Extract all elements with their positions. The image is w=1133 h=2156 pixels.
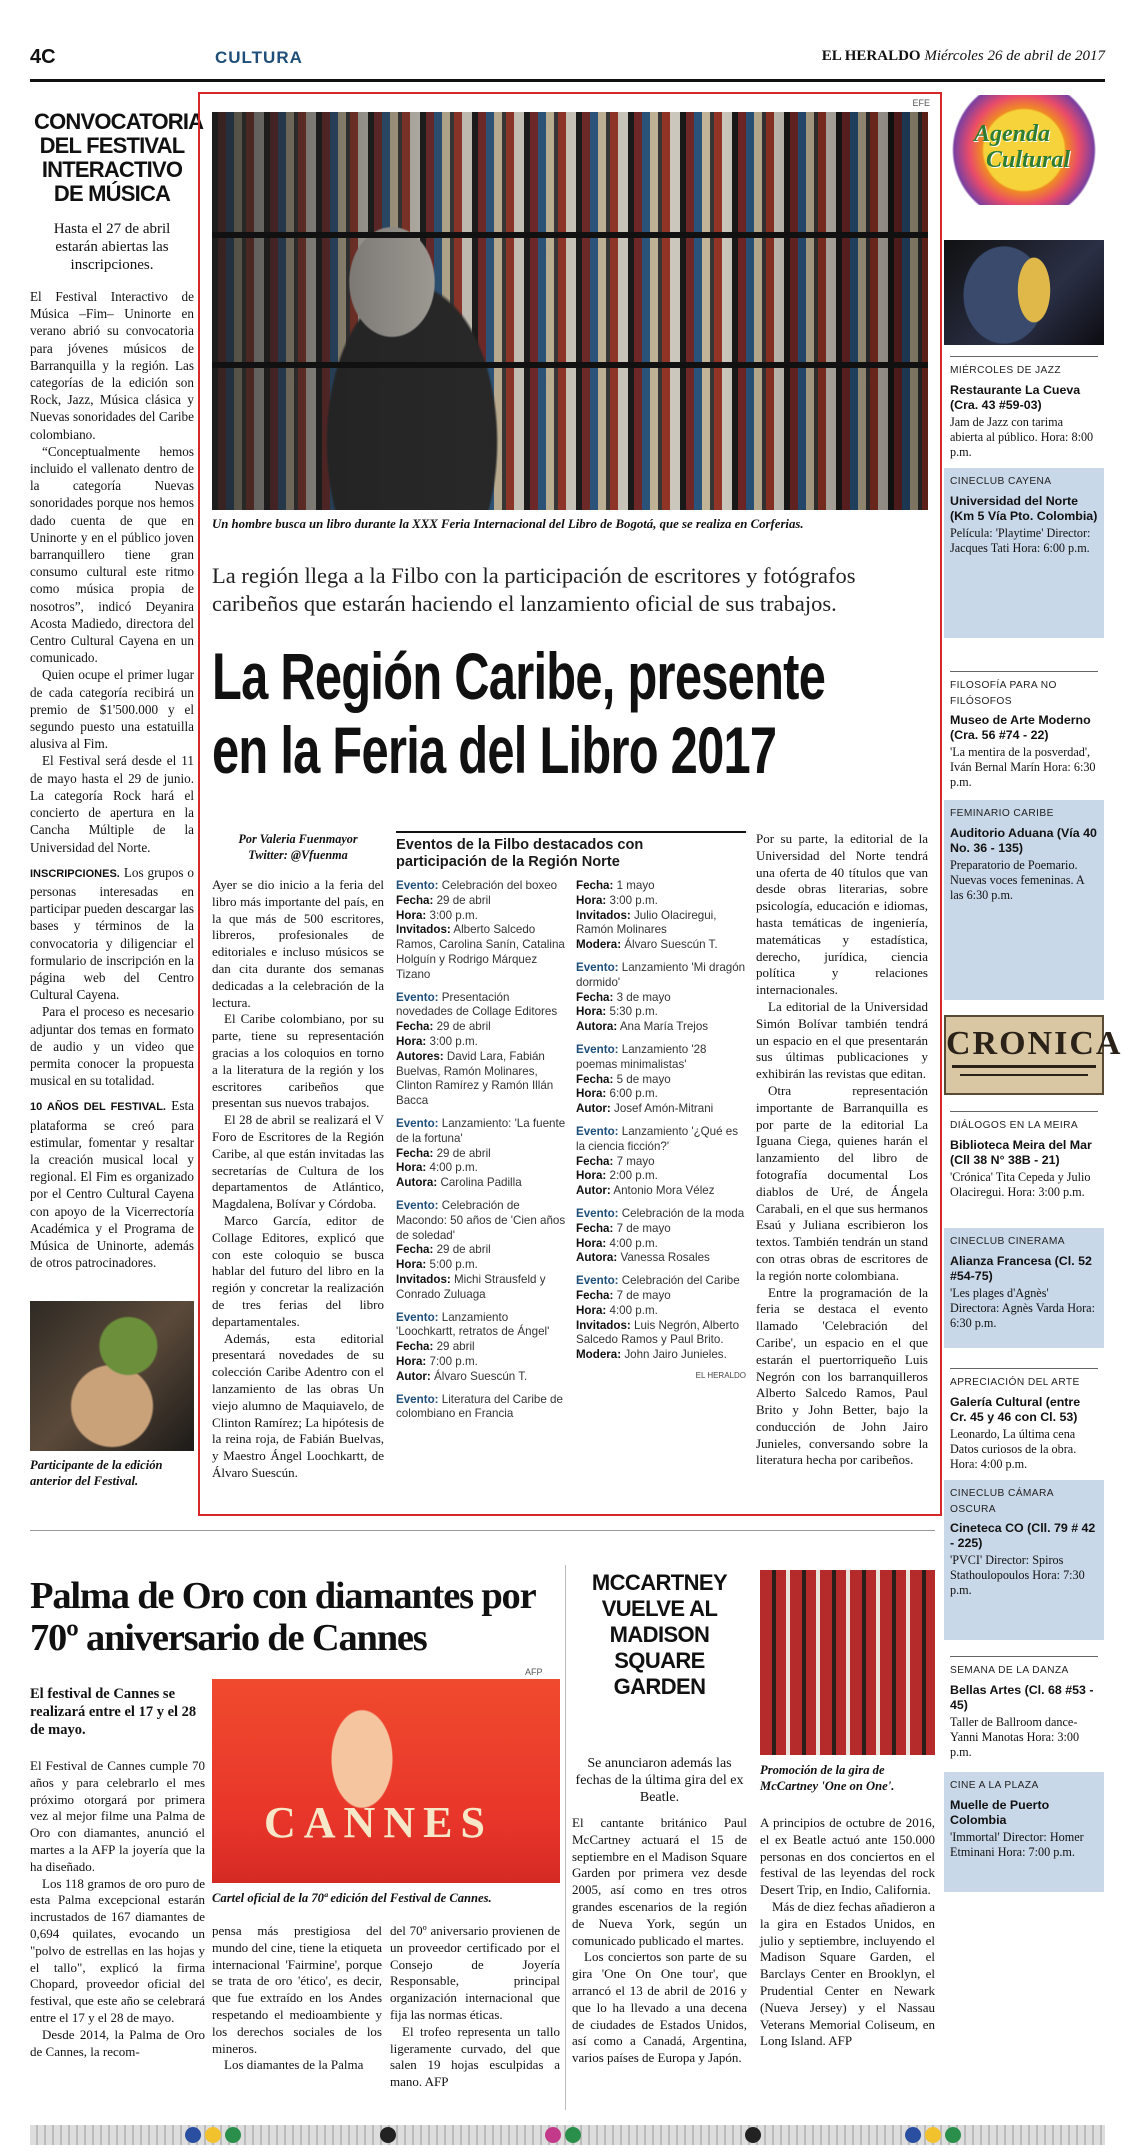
event-title: Presentación novedades de Collage Editores xyxy=(396,990,558,1019)
byline-author: Por Valeria Fuenmayor xyxy=(238,832,358,846)
cannes-caption: Cartel oficial de la 70ª edición del Festival de Cannes. xyxy=(212,1891,492,1905)
color-dot xyxy=(925,2127,941,2143)
agenda-category: CINECLUB CAYENA xyxy=(950,476,1052,487)
fim-headline: CONVOCATORIA DEL FESTIVAL INTERACTIVO DE MÚSICA xyxy=(34,109,204,206)
cannes-paragraph: pensa más prestigiosa del mundo del cine, tiene la etiqueta internacional 'Fairmine', porque se trata de oro 'ético', es decir, que fue extraído en los Andes respetando el medioambiente y los derechos sociales de los mineros. xyxy=(212,1923,382,2056)
event-item xyxy=(576,1274,746,1363)
event-people-label: Autora: xyxy=(576,1020,618,1034)
event-item xyxy=(396,1311,566,1385)
event-time: 7:00 p.m. xyxy=(429,1354,478,1368)
event-people-label: Invitados: xyxy=(576,1318,631,1332)
event-people-label: Invitados: xyxy=(396,1272,451,1286)
event-date-label: Fecha: xyxy=(576,1154,617,1168)
color-dot xyxy=(185,2127,201,2143)
event-time-label: Hora: xyxy=(396,908,430,922)
event-item xyxy=(396,879,566,983)
fim-paragraph: El Festival será desde el 11 de mayo hasta el 29 de junio. La categoría Rock hará el concierto de apertura en la Cancha Múltiple de la Universidad del Norte. xyxy=(30,753,194,855)
color-dot xyxy=(945,2127,961,2143)
event-people-label: Autor: xyxy=(576,1102,611,1116)
feature-paragraph: El Caribe colombiano, por su parte, tiene su representación gracias a los coloquios en torno a la literatura de la región y los escritores caribeños que presentan sus nuevos trabajos. xyxy=(212,1011,384,1111)
masthead xyxy=(30,40,1105,82)
fim-anios-label: 10 AÑOS DEL FESTIVAL. xyxy=(30,1101,166,1114)
event-title-label: Evento: xyxy=(576,1124,622,1138)
event-date: 29 de abril xyxy=(436,1020,491,1034)
fim-deck: Hasta el 27 de abril estarán abiertas las inscripciones. xyxy=(53,221,171,273)
cannes-poster xyxy=(212,1679,560,1883)
event-item xyxy=(576,1043,746,1117)
cronica-image xyxy=(944,1015,1123,1095)
event-continuation xyxy=(576,879,746,894)
mccartney-caption: Promoción de la gira de McCartney 'One on One'. xyxy=(760,1763,895,1793)
event-item xyxy=(576,879,746,953)
event-item xyxy=(576,1125,746,1199)
feature-headline xyxy=(212,639,826,787)
agenda-details: Jam de Jazz con tarima abierta al público. Hora: 8:00 p.m. xyxy=(950,414,1094,459)
event-date: 7 de mayo xyxy=(616,1221,671,1235)
mccartney-col2 xyxy=(760,1815,935,2050)
cannes-col2 xyxy=(212,1923,382,2074)
agenda-item xyxy=(944,1105,1104,1220)
event-title: Lanzamiento: 'La fuente de la fortuna' xyxy=(396,1116,566,1145)
event-title-label: Evento: xyxy=(576,1274,622,1288)
event-title-label: Evento: xyxy=(576,960,622,974)
event-date-label: Fecha: xyxy=(396,1020,437,1034)
event-date-label: Fecha: xyxy=(576,879,617,892)
agenda-item xyxy=(944,1228,1104,1348)
color-dot xyxy=(545,2127,561,2143)
event-title: Celebración del boxeo xyxy=(441,879,558,892)
agenda-item xyxy=(944,350,1104,462)
events-title: Eventos de la Filbo destacados con participación de la Región Norte xyxy=(396,837,644,870)
event-time-label: Hora: xyxy=(576,1087,610,1101)
fim-body xyxy=(30,288,194,1271)
events-source: EL HERALDO xyxy=(695,1370,746,1380)
agenda-venue: Cineteca CO (Cll. 79 # 42 - 225) xyxy=(950,1521,1096,1550)
saxophone-photo xyxy=(944,240,1104,345)
photo-caption: Un hombre busca un libro durante la XXX Feria Internacional del Libro de Bogotá, que se realiza en Corferias. xyxy=(212,517,804,531)
color-dot xyxy=(905,2127,921,2143)
agenda-details: Taller de Ballroom dance- Yanni Manotas Hora: 3:00 p.m. xyxy=(950,1714,1080,1759)
event-title: Lanzamiento '¿Qué es la ciencia ficción?' xyxy=(576,1124,739,1153)
cannes-photo-credit: AFP xyxy=(525,1667,543,1677)
agenda-title-1: Agenda xyxy=(974,121,1051,147)
agenda-venue: Alianza Francesa (Cl. 52 #54-75) xyxy=(950,1253,1092,1283)
event-item xyxy=(396,991,566,1109)
event-time-label: Hora: xyxy=(576,1236,610,1250)
fim-photo xyxy=(30,1301,194,1451)
feature-col3 xyxy=(756,831,928,1469)
mccartney-paragraph: Los conciertos son parte de su gira 'One On One tour', que arrancó el 13 de abril de 2016 y que lo ha llevado a una decena de ciudades de Estados Unidos, así como a Canadá, Argentina, varios países de Europa y Japón. xyxy=(572,1949,747,2066)
event-people-label: Autor: xyxy=(576,1184,611,1198)
photo-credit: EFE xyxy=(912,98,930,108)
fim-photo-caption: Participante de la edición anterior del Festival. xyxy=(30,1458,163,1489)
event-title: Celebración del Caribe xyxy=(621,1274,740,1288)
event-date-label: Fecha: xyxy=(396,1340,437,1354)
agenda-details: Película: 'Playtime' Director: Jacques Tati Hora: 6:00 p.m. xyxy=(950,525,1091,555)
fim-inscripciones-label: INSCRIPCIONES. xyxy=(30,867,120,880)
event-date-label: Fecha: xyxy=(576,990,617,1004)
agenda-category: CINE A LA PLAZA xyxy=(950,1780,1039,1791)
event-title: Lanzamiento 'Mi dragón dormido' xyxy=(576,960,746,989)
column-divider xyxy=(565,1565,566,2110)
event-title: Literatura del Caribe de colombiano en Francia xyxy=(396,1392,563,1421)
cannes-paragraph: El trofeo representa un tallo ligeramente curvado, del que salen 19 hojas esculpidas a mano. AFP xyxy=(390,2023,560,2090)
events-col2-list xyxy=(576,961,746,1363)
event-people: Ana María Trejos xyxy=(619,1020,709,1034)
feature-deck: La región llega a la Filbo con la participación de escritores y fotógrafos caribeños que estarán haciendo el lanzamiento oficial de sus trabajos. xyxy=(212,563,856,616)
fim-inscripciones-text: Los grupos o personas interesadas en participar pueden descargar las bases y términos de la convocatoria y diligenciar el formulario de inscripción en la página web del Centro Cultural Cayena. xyxy=(30,864,194,1003)
paper-date xyxy=(822,48,1105,65)
feature-paragraph: El 28 de abril se realizará el V Foro de Escritores de la Región Caribe, al que están invitadas las secretarías de Cultura de los departamentos de Atlántico, Magdalena, Bolívar y Córdoba. xyxy=(212,1112,384,1212)
agenda-details: Leonardo, La última cena Datos curiosos de la obra. Hora: 4:00 p.m. xyxy=(950,1426,1077,1471)
event-time-label: Hora: xyxy=(576,1169,610,1183)
event-moderator-label: Modera: xyxy=(576,938,625,952)
cannes-deck: El festival de Cannes se realizará entre el 17 y el 28 de mayo. xyxy=(30,1686,197,1738)
agenda-category: CINECLUB CÁMARA OSCURA xyxy=(950,1488,1054,1515)
mccartney-paragraph: El cantante británico Paul McCartney actuará el 15 de septiembre en el Madison Square Garden por primera vez desde 2005, así como en tres otros grandes escenarios de la región de Nueva York, según un comunicado publicado el martes. xyxy=(572,1815,747,1948)
event-people-label: Autores: xyxy=(396,1049,444,1063)
event-date-label: Fecha: xyxy=(396,1243,437,1257)
event-people: Alberto Salcedo Ramos, Carolina Sanín, Catalina Holguín y Rodrigo Márquez Tizano xyxy=(396,923,565,981)
cannes-paragraph: Los 118 gramos de oro puro de esta Palma excepcional estarán incrustados de 167 diamantes de 0,694 quilates, evocando un "polvo de estrellas en las hojas y el tallo", explicó la firma Chopard, proveedor oficial del festival, que este año se celebrará entre el 17 y el 28 de mayo. xyxy=(30,1875,205,2025)
cannes-col3 xyxy=(390,1923,560,2091)
agenda-venue: Restaurante La Cueva (Cra. 43 #59-03) xyxy=(950,382,1081,412)
agenda-category: MIÉRCOLES DE JAZZ xyxy=(950,356,1098,379)
agenda-details: 'Les plages d'Agnès' Directora: Agnès Varda Hora: 6:30 p.m. xyxy=(950,1285,1095,1330)
event-people: Josef Amón-Mitrani xyxy=(614,1102,714,1116)
agenda-venue: Biblioteca Meira del Mar (Cll 38 N° 38B - 21) xyxy=(950,1137,1092,1167)
event-date: 29 de abril xyxy=(436,893,491,907)
page-number: 4C xyxy=(30,46,56,68)
event-date-label: Fecha: xyxy=(396,1146,437,1160)
event-time: 3:00 p.m. xyxy=(429,908,478,922)
agenda-details: 'Crónica' Tita Cepeda y Julio Olaciregui. Hora: 3:00 p.m. xyxy=(950,1169,1091,1199)
event-date-label: Fecha: xyxy=(576,1288,617,1302)
agenda-venue: Bellas Artes (Cl. 68 #53 - 45) xyxy=(950,1682,1094,1712)
agenda-venue: Auditorio Aduana (Vía 40 No. 36 - 135) xyxy=(950,825,1097,855)
feature-paragraph: Otra representación importante de Barranquilla es por parte de la editorial La Iguana Ciega, quienes harán el lanzamiento del libro de fotografía documental Los diablos de Uré, de Ángela Carabali, en el que sus hermanos Esaú y Juliana escribieron los textos. También tendrán un stand con otras obras de escritores de la región norte colombiana. xyxy=(756,1082,928,1283)
cannes-paragraph: Los diamantes de la Palma xyxy=(224,2057,364,2073)
event-time-label: Hora: xyxy=(576,1005,610,1019)
agenda-title xyxy=(974,121,1070,173)
event-item xyxy=(576,961,746,1035)
color-dot xyxy=(225,2127,241,2143)
events-box xyxy=(396,831,746,1430)
fim-paragraph: El Festival Interactivo de Música –Fim– Uninorte en verano abrió su convocatoria para jóvenes músicos de Barranquilla y la región. Las categorías de la edición son Rock, Jazz, Música clásica y Nuevas sonoridades del Caribe colombiano. xyxy=(30,289,194,442)
cannes-paragraph: Desde 2014, la Palma de Oro de Cannes, la recom- xyxy=(30,2026,205,2059)
event-title: Celebración de la moda xyxy=(621,1206,745,1220)
event-people-label: Autor: xyxy=(396,1369,431,1383)
fim-paragraph: Para el proceso es necesario adjuntar dos temas en formato de audio y un video que permita conocer la propuesta musical en su totalidad. xyxy=(30,1004,194,1089)
event-date: 7 de mayo xyxy=(616,1288,671,1302)
feature-col1-body xyxy=(212,877,384,1482)
event-time: 3:00 p.m. xyxy=(609,893,658,907)
event-item xyxy=(396,1199,566,1303)
event-item xyxy=(576,1207,746,1266)
event-people-label: Invitados: xyxy=(396,923,451,937)
agenda-venue: Muelle de Puerto Colombia xyxy=(950,1797,1050,1827)
event-time-label: Hora: xyxy=(396,1258,430,1272)
event-time: 4:00 p.m. xyxy=(609,1236,658,1250)
agenda-item xyxy=(944,1650,1104,1762)
event-date-label: Fecha: xyxy=(396,893,437,907)
agenda-venue: Universidad del Norte (Km 5 Vía Pto. Colombia) xyxy=(950,493,1098,523)
color-dot xyxy=(745,2127,761,2143)
event-guests: Julio Olaciregui, Ramón Molinares xyxy=(576,908,717,937)
mccartney-photo xyxy=(760,1570,935,1755)
agenda-header xyxy=(944,95,1104,205)
agenda-details: 'Immortal' Director: Homer Etminani Hora: 7:00 p.m. xyxy=(950,1829,1084,1859)
fim-anios-text: Esta plataforma se creó para estimular, fomentar y resaltar la creación musical local y regional. El Fim es organizado por el Centro Cultural Cayena con apoyo de la Vicerrectoría Académica y el Programa de Música de Uninorte, además de otros patrocinadores. xyxy=(30,1098,194,1271)
section-name: CULTURA xyxy=(215,48,303,67)
section-divider xyxy=(30,1530,935,1531)
agenda-category: DIÁLOGOS EN LA MEIRA xyxy=(950,1111,1098,1134)
feature-headline-line1: La Región Caribe, presente xyxy=(212,639,826,713)
event-date-label: Fecha: xyxy=(576,1072,617,1086)
event-time-label: Hora: xyxy=(576,893,610,907)
feature-box xyxy=(198,92,942,1516)
event-time-label: Hora: xyxy=(396,1354,430,1368)
event-title-label: Evento: xyxy=(396,990,442,1004)
paper-name: EL HERALDO xyxy=(821,48,921,64)
event-people: Carolina Padilla xyxy=(440,1176,522,1190)
event-people-label: Autora: xyxy=(396,1176,438,1190)
event-time-label: Hora: xyxy=(396,1161,430,1175)
event-time: 5:00 p.m. xyxy=(429,1258,478,1272)
agenda-venue: Museo de Arte Moderno (Cra. 56 #74 - 22) xyxy=(950,713,1091,742)
agenda-details: 'PVCI' Director: Spiros Stathoulopoulos Hora: 7:30 p.m. xyxy=(950,1553,1085,1597)
event-people: Michi Strausfeld y Conrado Zuluaga xyxy=(396,1272,546,1301)
fim-article xyxy=(30,109,204,1489)
feature-col1 xyxy=(212,831,384,1482)
byline-twitter: Twitter: @Vfuenma xyxy=(248,848,348,862)
agenda-item xyxy=(944,1772,1104,1892)
issue-date: Miércoles 26 de abril de 2017 xyxy=(924,48,1105,64)
feature-paragraph: Además, esta editorial presentará novedades de su colección Caribe Adentro con el lanzamiento de las obras Un viejo alumno de Maquiavelo, de Clinton Ramírez; La hipótesis de la reina roja, de Fabián Buelvas, y Maestro Ángel Loochkartt, de Álvaro Suescún. xyxy=(212,1330,384,1480)
event-title-label: Evento: xyxy=(396,1116,442,1130)
agenda-item xyxy=(944,800,1104,1000)
agenda-item xyxy=(944,665,1104,787)
mccartney-deck: Se anunciaron además las fechas de la última gira del ex Beatle. xyxy=(575,1756,744,1805)
cronica-word: CRONICA xyxy=(946,1025,1123,1062)
event-date: 1 mayo xyxy=(616,879,655,892)
feature-paragraph: Por su parte, la editorial de la Universidad del Norte tendrá una oferta de 40 títulos que van desde obras literarias, sobre psicología, educación e idiomas, hasta temáticas de ingeniería, matemáticas y estadística, derecho, jurídica, ciencia política y relaciones internacionales. xyxy=(756,831,928,998)
event-time: 5:30 p.m. xyxy=(609,1005,658,1019)
events-col1 xyxy=(396,879,566,1430)
event-title: Lanzamiento '28 poemas minimalistas' xyxy=(576,1042,707,1071)
event-moderator: John Jairo Junieles. xyxy=(624,1348,727,1362)
cannes-col1 xyxy=(30,1758,205,2060)
event-date: 3 de mayo xyxy=(616,990,671,1004)
event-time: 4:00 p.m. xyxy=(609,1303,658,1317)
agenda-venue: Galería Cultural (entre Cr. 45 y 46 con Cl. 53) xyxy=(950,1394,1081,1424)
byline xyxy=(212,831,384,863)
agenda-category: CINECLUB CINERAMA xyxy=(950,1236,1065,1247)
mccartney-col1 xyxy=(572,1815,747,2067)
agenda-details: Preparatorio de Poemario. Nuevas voces femeninas. A las 6:30 p.m. xyxy=(950,857,1085,902)
event-time: 3:00 p.m. xyxy=(429,1034,478,1048)
event-item xyxy=(396,1393,566,1423)
bookstore-photo xyxy=(212,112,928,510)
event-people: Vanessa Rosales xyxy=(620,1251,710,1265)
agenda-item xyxy=(944,468,1104,638)
event-time: 6:00 p.m. xyxy=(609,1087,658,1101)
mccartney-paragraph: A principios de octubre de 2016, el ex Beatle actuó ante 150.000 personas en dos conciertos en el festival de las leyendas del rock Desert Trip, en Indio, California. xyxy=(760,1815,935,1898)
cannes-paragraph: del 70º aniversario provienen de un proveedor certificado por el Consejo de Joyería Responsable, principal organización internacional que fija las normas éticas. xyxy=(390,1923,560,2022)
feature-headline-line2: en la Feria del Libro 2017 xyxy=(212,713,777,787)
feature-paragraph: Marco García, editor de Collage Editores, explicó que con este coloquio se busca hablar del futuro del libro en la región y concretar la realización de tres ferias del libro departamentales. xyxy=(212,1212,384,1329)
agenda-item xyxy=(944,1480,1104,1640)
fim-inscripciones xyxy=(30,864,194,1004)
cannes-article xyxy=(30,1575,560,2090)
event-guests-label: Invitados: xyxy=(576,908,634,922)
event-moderator: Álvaro Suescún T. xyxy=(624,938,718,952)
event-date: 7 mayo xyxy=(616,1154,655,1168)
color-dot xyxy=(380,2127,396,2143)
event-title: Celebración de Macondo: 50 años de 'Cien años de soledad' xyxy=(396,1198,566,1242)
agenda-category: FEMINARIO CARIBE xyxy=(950,808,1054,819)
event-people-label: Autora: xyxy=(576,1251,618,1265)
event-people: David Lara, Fabián Buelvas, Ramón Molinares, Clinton Ramírez y Ramón Illán Bacca xyxy=(396,1049,554,1108)
event-date: 5 de mayo xyxy=(616,1072,671,1086)
event-people: Antonio Mora Vélez xyxy=(613,1184,715,1198)
event-date-label: Fecha: xyxy=(576,1221,617,1235)
agenda-details: 'La mentira de la posverdad', Iván Bernal Marín Hora: 6:30 p.m. xyxy=(950,745,1096,789)
event-people: Álvaro Suescún T. xyxy=(434,1369,528,1383)
feature-paragraph: La editorial de la Universidad Simón Bolívar también tendrá un espacio en el que presentarán sus últimas publicaciones y exhibirán las revistas que editan. xyxy=(756,998,928,1082)
event-time-label: Hora: xyxy=(396,1034,430,1048)
color-dot xyxy=(565,2127,581,2143)
event-people: Luis Negrón, Alberto Salcedo Ramos y Paul Brito. xyxy=(576,1318,740,1347)
fim-anios xyxy=(30,1097,194,1271)
event-title-label: Evento: xyxy=(396,1310,442,1324)
feature-paragraph: Ayer se dio inicio a la feria del libro más importante del país, en la que más de 500 escritores, libreros, profesionales de editoriales e incluso músicos se dan cita durante dos semanas dedicadas a la celebración de la lectura. xyxy=(212,877,384,1010)
agenda-category: SEMANA DE LA DANZA xyxy=(950,1656,1098,1679)
cannes-paragraph: El Festival de Cannes cumple 70 años y para celebrarlo el mes próximo otorgará por primera vez al mejor filme una Palma de Oro con diamantes, anunció el martes a la AFP la joyería que la ha diseñado. xyxy=(30,1758,205,1874)
mccartney-headline: MCCARTNEY VUELVE AL MADISON SQUARE GARDEN xyxy=(591,1570,728,1699)
event-item xyxy=(396,1117,566,1191)
event-title-label: Evento: xyxy=(396,1392,442,1406)
event-title-label: Evento: xyxy=(576,1206,622,1220)
cannes-headline: Palma de Oro con diamantes por 70º aniversario de Cannes xyxy=(30,1575,535,1659)
event-moderator-label: Modera: xyxy=(576,1348,622,1362)
event-date: 29 de abril xyxy=(436,1243,491,1257)
agenda-title-2: Cultural xyxy=(986,147,1071,173)
event-title: Lanzamiento 'Loochkartt, retratos de Ángel' xyxy=(396,1310,550,1339)
agenda-item xyxy=(944,1362,1104,1470)
cannes-poster-word: CANNES xyxy=(264,1798,493,1847)
events-col2 xyxy=(576,879,746,1430)
event-date: 29 abril xyxy=(436,1340,475,1354)
color-dot xyxy=(205,2127,221,2143)
event-title-label: Evento: xyxy=(396,1198,442,1212)
fim-paragraph: “Conceptualmente hemos incluido el vallenato dentro de la categoría Nuevas sonoridades porque nos hemos dado cuenta de que en Uninorte y en el público joven barranquillero tiene gran consumo cultural este ritmo como música propia de nosotros”, indicó Deyanira Acosta Madiedo, directora del Centro Cultural Cayena en un comunicado. xyxy=(30,443,194,666)
mccartney-paragraph: Más de diez fechas añadieron a la gira en Estados Unidos, en julio y septiembre, incluyendo el Madison Square Garden, el Barclays Center en Brooklyn, el Prudential Center en Newark (Nueva Jersey) y el Nassau Veterans Memorial Coliseum, en Long Island. AFP xyxy=(760,1898,935,2049)
fim-paragraph: Quien ocupe el primer lugar de cada categoría recibirá un premio de $1'500.000 y el segundo puesto una estatuilla alusiva al Fim. xyxy=(30,667,194,752)
agenda-category: APRECIACIÓN DEL ARTE xyxy=(950,1368,1098,1391)
event-title-label: Evento: xyxy=(396,879,442,892)
event-time: 2:00 p.m. xyxy=(609,1169,658,1183)
agenda-category: FILOSOFÍA PARA NO FILÓSOFOS xyxy=(950,671,1098,709)
event-time-label: Hora: xyxy=(576,1303,610,1317)
event-time: 4:00 p.m. xyxy=(429,1161,478,1175)
event-title-label: Evento: xyxy=(576,1042,622,1056)
feature-paragraph: Entre la programación de la feria se destaca el evento llamado 'Celebración del Caribe', un espacio en el que estarán el puertorriqueño Luis Negrón con los barranquilleros Alberto Salcedo Ramos, Paul Brito y John Better, bajo la conducción de John Jairo Junieles, conversando sobre la literatura hecha por caribeños. xyxy=(756,1284,928,1468)
event-date: 29 de abril xyxy=(436,1146,491,1160)
